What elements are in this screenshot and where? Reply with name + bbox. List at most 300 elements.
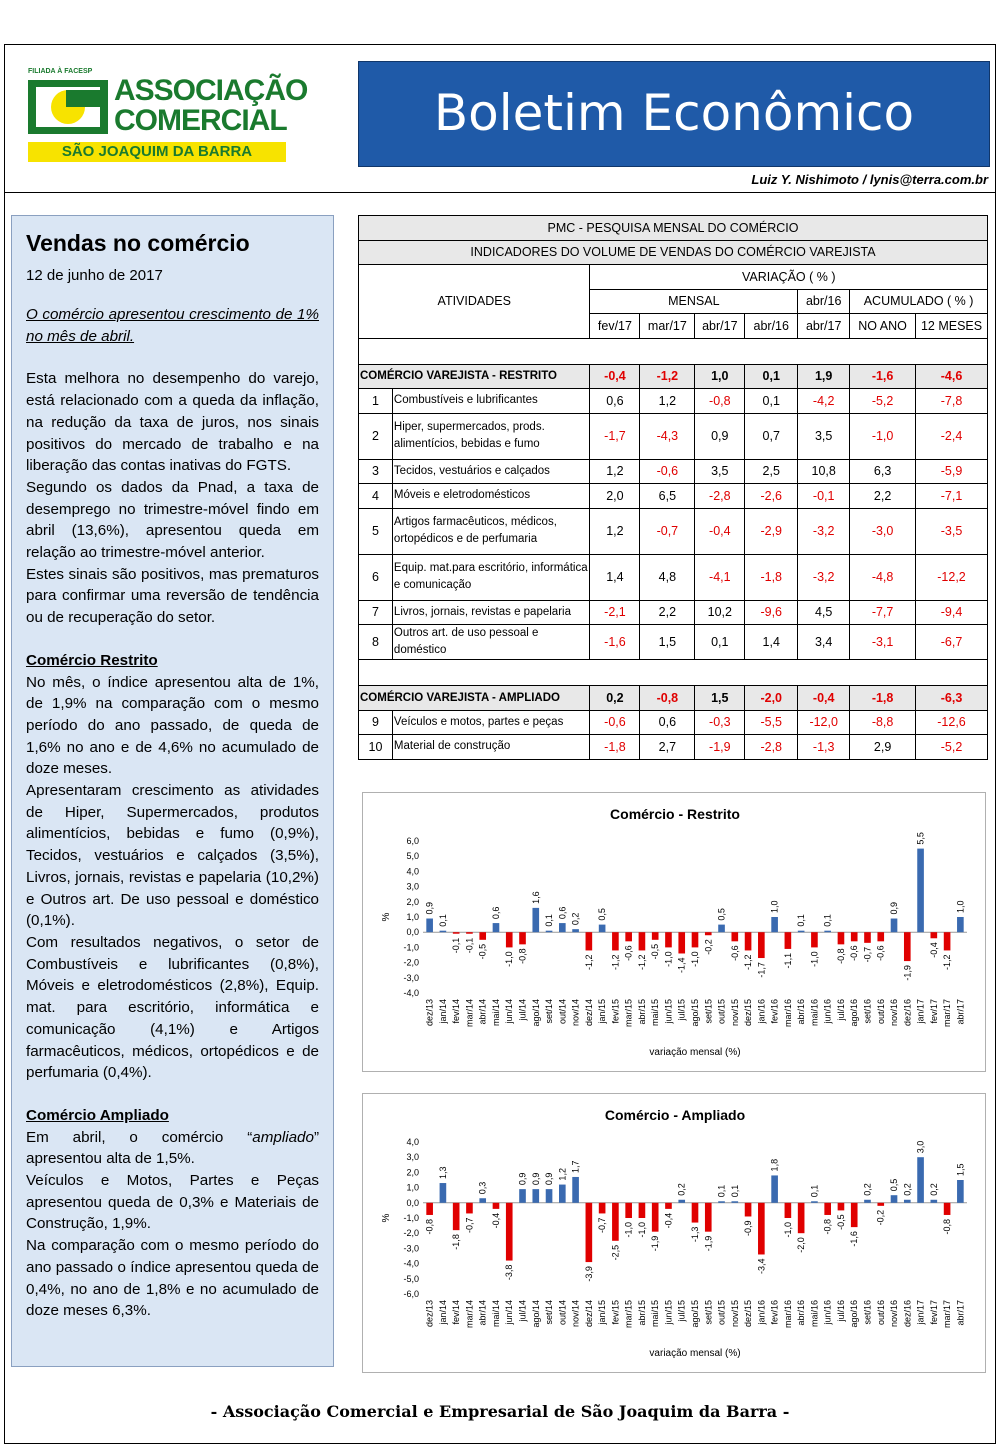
value-cell: -1,8 — [850, 686, 916, 711]
data-label: -3,4 — [756, 1258, 767, 1274]
y-tick-label: 0,0 — [406, 927, 419, 938]
x-tick-label: dez/16 — [902, 1300, 913, 1328]
bar — [745, 932, 752, 950]
bar — [824, 931, 831, 933]
data-label: -0,8 — [942, 1218, 953, 1235]
data-label: -1,6 — [849, 1231, 860, 1247]
value-cell: -0,6 — [590, 710, 640, 735]
bar — [639, 932, 646, 950]
bar — [758, 932, 765, 958]
data-label: -1,9 — [650, 1235, 661, 1252]
data-label: 1,5 — [955, 1163, 966, 1176]
data-label: -2,5 — [610, 1244, 621, 1261]
col-header: abr/17 — [695, 314, 745, 339]
bar — [546, 1189, 553, 1203]
value-cell: -0,3 — [695, 710, 745, 735]
x-tick-label: fev/15 — [610, 1300, 621, 1325]
col-header: abr/17 — [798, 314, 850, 339]
data-label: -0,7 — [464, 1217, 475, 1233]
y-tick-label: 1,0 — [406, 1182, 419, 1193]
bar — [532, 1189, 539, 1203]
data-label: 0,2 — [676, 1183, 687, 1196]
value-cell: -4,8 — [850, 554, 916, 600]
y-tick-label: -2,0 — [403, 1228, 419, 1239]
value-cell: -4,1 — [695, 554, 745, 600]
value-cell: -5,2 — [916, 735, 988, 760]
value-cell: -5,9 — [916, 459, 988, 484]
bar — [639, 1203, 646, 1218]
bar — [453, 1203, 460, 1230]
x-tick-label: fev/16 — [769, 1300, 780, 1325]
y-tick-label: 4,0 — [406, 866, 419, 877]
value-cell: -2,8 — [745, 735, 798, 760]
y-tick-label: 3,0 — [406, 881, 419, 892]
x-tick-label: mai/14 — [490, 999, 501, 1027]
bar — [798, 931, 805, 933]
bar — [692, 1203, 699, 1223]
data-label: 0,5 — [597, 908, 608, 921]
bar — [904, 932, 911, 961]
col-mensal: MENSAL — [590, 289, 798, 314]
value-cell: -1,2 — [640, 364, 695, 389]
row-number: 6 — [359, 554, 393, 600]
data-label: 0,9 — [424, 902, 435, 915]
chart-ampliado-svg — [363, 1094, 987, 1374]
bar — [705, 1203, 712, 1232]
y-axis-label: % — [381, 1213, 392, 1223]
value-cell: 3,5 — [695, 459, 745, 484]
data-label: 0,5 — [889, 1178, 900, 1192]
data-label: 1,6 — [530, 891, 541, 904]
x-tick-label: mar/14 — [464, 1300, 475, 1329]
x-tick-label: abr/15 — [636, 999, 647, 1025]
x-tick-label: mar/16 — [782, 999, 793, 1028]
pmc-table — [358, 215, 988, 760]
x-tick-label: jun/14 — [504, 999, 515, 1024]
bar — [559, 1185, 566, 1203]
value-cell: -1,8 — [590, 735, 640, 760]
value-cell: 1,4 — [745, 625, 798, 660]
x-tick-label: mai/16 — [809, 999, 820, 1027]
table-row — [359, 710, 988, 735]
data-label: -0,1 — [451, 937, 462, 954]
value-cell: -1,6 — [850, 364, 916, 389]
table-row — [359, 735, 988, 760]
row-number: 3 — [359, 459, 393, 484]
bar — [745, 1203, 752, 1217]
x-tick-label: jun/15 — [663, 999, 674, 1024]
value-cell: -0,8 — [640, 686, 695, 711]
data-label: -3,9 — [583, 1266, 594, 1282]
value-cell: -0,4 — [695, 508, 745, 554]
value-cell: 6,5 — [640, 484, 695, 509]
x-tick-label: jan/16 — [756, 999, 767, 1024]
spacer-cell — [359, 660, 988, 686]
value-cell: -0,4 — [798, 686, 850, 711]
bar — [625, 932, 632, 941]
value-cell: -1,3 — [798, 735, 850, 760]
value-cell: 0,2 — [590, 686, 640, 711]
chart-restrito-svg — [363, 793, 987, 1073]
article-paragraph: Veículos e Motos, Partes e Peças apresentou queda de 0,3% e Materiais de Construção, 1,9%. — [26, 1172, 319, 1233]
col-acumulado: ACUMULADO ( % ) — [850, 289, 988, 314]
bar — [957, 917, 964, 932]
text-run: Em abril, o comércio “ — [26, 1128, 253, 1146]
row-label: Equip. mat.para escritório, informática e comunicação — [392, 554, 590, 600]
row-number: 8 — [359, 625, 393, 660]
data-label: -1,9 — [902, 965, 913, 981]
x-tick-label: ago/15 — [690, 1300, 700, 1328]
x-tick-label: fev/17 — [928, 1300, 939, 1325]
x-tick-label: out/16 — [875, 999, 886, 1025]
value-cell: -6,3 — [916, 686, 988, 711]
x-tick-label: out/14 — [557, 999, 568, 1025]
x-tick-label: mar/17 — [942, 999, 953, 1028]
bar — [652, 932, 659, 940]
data-label: -1,0 — [809, 951, 820, 967]
data-label: -0,5 — [477, 943, 488, 960]
data-label: 0,9 — [530, 1172, 541, 1186]
data-label: 0,9 — [544, 1172, 555, 1186]
bar — [864, 932, 871, 943]
bar — [586, 1203, 593, 1262]
value-cell: -4,3 — [640, 413, 695, 459]
bar — [532, 908, 539, 932]
bar — [877, 932, 884, 941]
bar — [957, 1180, 964, 1203]
article-paragraph — [26, 1127, 319, 1170]
x-tick-label: nov/14 — [570, 1300, 581, 1328]
row-label: Livros, jornais, revistas e papelaria — [392, 600, 590, 625]
logo-mark-icon — [26, 78, 110, 136]
value-cell: -3,1 — [850, 625, 916, 660]
x-tick-label: abr/14 — [477, 1300, 488, 1326]
x-tick-label: jan/14 — [437, 1300, 448, 1325]
data-label: -1,0 — [623, 1222, 634, 1238]
x-tick-label: abr/17 — [955, 1300, 966, 1326]
y-tick-label: 1,0 — [406, 912, 419, 922]
value-cell: 2,5 — [745, 459, 798, 484]
row-number: 7 — [359, 600, 393, 625]
value-cell: -1,0 — [850, 413, 916, 459]
data-label: -0,6 — [875, 945, 886, 961]
data-label: 0,1 — [716, 1184, 727, 1198]
logo-line1: ASSOCIAÇÃO — [114, 74, 308, 107]
data-label: -0,7 — [597, 1217, 608, 1233]
value-cell: -0,4 — [590, 364, 640, 389]
data-label: -0,1 — [464, 937, 475, 954]
bar — [771, 1175, 778, 1202]
value-cell: 10,2 — [695, 600, 745, 625]
bar — [466, 932, 473, 934]
x-tick-label: fev/14 — [451, 1300, 462, 1325]
table-subtitle: INDICADORES DO VOLUME DE VENDAS DO COMÉRCIO VAREJISTA — [359, 240, 988, 265]
data-label: 0,3 — [477, 1181, 488, 1195]
bar — [798, 1203, 805, 1233]
bar — [612, 932, 619, 950]
x-tick-label: out/16 — [875, 1300, 886, 1326]
bar — [864, 1200, 871, 1203]
x-tick-label: jan/15 — [597, 1300, 608, 1325]
value-cell: -7,7 — [850, 600, 916, 625]
x-tick-label: mar/14 — [464, 999, 475, 1028]
chart-restrito — [362, 792, 986, 1072]
y-tick-label: -6,0 — [403, 1289, 419, 1299]
y-tick-label: -4,0 — [403, 1258, 419, 1269]
bar — [665, 1203, 672, 1209]
bar — [506, 1203, 513, 1261]
spacer-cell — [359, 338, 988, 364]
data-label: -0,8 — [424, 1218, 435, 1235]
value-cell: -3,5 — [916, 508, 988, 554]
row-label: Combustíveis e lubrificantes — [392, 389, 590, 414]
bar — [440, 931, 447, 933]
bar — [718, 1201, 725, 1203]
x-tick-label: dez/14 — [583, 1300, 594, 1328]
data-label: 0,1 — [544, 914, 555, 927]
x-tick-label: jul/14 — [517, 1300, 528, 1322]
y-axis-label: % — [381, 912, 392, 922]
bar — [692, 932, 699, 947]
x-tick-label: abr/17 — [955, 999, 966, 1025]
data-label: -1,2 — [610, 954, 621, 970]
article-paragraph: Esta melhora no desempenho do varejo, está relacionado com a queda da inflação, na redução da taxa de juros, nos sinais positivos do mercado de trabalho e na liberação das contas inativas do FGTS. — [26, 370, 319, 475]
value-cell: 3,5 — [798, 413, 850, 459]
value-cell: -0,7 — [640, 508, 695, 554]
value-cell: -2,0 — [745, 686, 798, 711]
value-cell: -3,2 — [798, 508, 850, 554]
value-cell: -2,6 — [745, 484, 798, 509]
x-tick-label: jun/16 — [822, 999, 833, 1024]
bar — [891, 919, 898, 933]
value-cell: -4,6 — [916, 364, 988, 389]
y-tick-label: -5,0 — [403, 1273, 419, 1284]
row-label: Hiper, supermercados, prods. alimentícios, bebidas e fumo — [392, 413, 590, 459]
table-row — [359, 413, 988, 459]
logo-city: SÃO JOAQUIM DA BARRA — [28, 142, 286, 162]
data-label: -1,2 — [743, 954, 754, 970]
association-logo — [26, 64, 308, 164]
data-label: 0,6 — [557, 906, 568, 920]
data-label: 0,2 — [928, 1183, 939, 1196]
data-label: 0,1 — [809, 1184, 820, 1198]
data-label: -1,9 — [703, 1235, 714, 1252]
x-tick-label: jul/16 — [835, 999, 846, 1021]
bar — [453, 932, 460, 934]
bar — [811, 1201, 818, 1203]
bar — [851, 1203, 858, 1227]
data-label: 0,2 — [570, 912, 581, 926]
bar — [758, 1203, 765, 1255]
data-label: 1,3 — [437, 1166, 448, 1180]
table-row — [359, 625, 988, 660]
header-divider — [4, 192, 996, 193]
x-tick-label: dez/14 — [583, 999, 594, 1027]
x-tick-label: jul/15 — [676, 1300, 687, 1322]
x-tick-label: jan/17 — [915, 1300, 926, 1325]
bar — [665, 932, 672, 947]
bar — [519, 1189, 526, 1203]
section-heading-restrito: Comércio Restrito — [26, 651, 158, 669]
value-cell: -2,9 — [745, 508, 798, 554]
value-cell: -3,0 — [850, 508, 916, 554]
y-tick-label: -3,0 — [403, 972, 419, 983]
bar — [678, 1200, 685, 1203]
chart-title: Comércio - Restrito — [610, 806, 740, 822]
bar — [811, 932, 818, 947]
data-label: 1,8 — [769, 1158, 780, 1172]
y-tick-label: -3,0 — [403, 1243, 419, 1254]
x-tick-label: jan/15 — [597, 999, 608, 1024]
value-cell: 0,1 — [745, 389, 798, 414]
data-label: -1,3 — [690, 1226, 700, 1243]
bar — [599, 1203, 606, 1214]
x-axis-label: variação mensal (%) — [649, 1047, 741, 1058]
value-cell: 1,0 — [695, 364, 745, 389]
x-tick-label: ago/14 — [530, 1300, 541, 1328]
x-tick-label: dez/16 — [902, 999, 913, 1027]
article-lead: O comércio apresentou crescimento de 1% no mês de abril. — [26, 306, 319, 345]
x-tick-label: mai/16 — [809, 1300, 820, 1328]
bar — [931, 1200, 938, 1203]
data-label: 0,1 — [822, 914, 833, 927]
logo-line2: COMERCIAL — [114, 104, 287, 137]
col-variacao: VARIAÇÃO ( % ) — [590, 265, 988, 290]
y-tick-label: 4,0 — [406, 1137, 419, 1147]
table-row-total — [359, 364, 988, 389]
value-cell: 1,2 — [590, 459, 640, 484]
data-label: 0,5 — [716, 908, 727, 921]
text-run: ” apresentou alta de 1,5%. — [26, 1128, 319, 1168]
author-line: Luiz Y. Nishimoto / lynis@terra.com.br — [751, 172, 988, 187]
bar — [652, 1203, 659, 1232]
x-tick-label: ago/16 — [849, 999, 860, 1027]
x-tick-label: nov/16 — [889, 1300, 900, 1328]
row-label: Veículos e motos, partes e peças — [392, 710, 590, 735]
x-tick-label: out/15 — [716, 1300, 727, 1326]
value-cell: -1,6 — [590, 625, 640, 660]
value-cell: 4,5 — [798, 600, 850, 625]
data-label: 0,6 — [490, 906, 501, 920]
value-cell: -1,8 — [745, 554, 798, 600]
data-label: -1,2 — [942, 954, 953, 970]
article-paragraph: Na comparação com o mesmo período do ano passado o índice apresentou queda de 0,4%, no ano de 1,8% e no acumulado de doze meses 6,3%. — [26, 1237, 319, 1320]
chart-title: Comércio - Ampliado — [604, 1107, 746, 1123]
value-cell: 4,8 — [640, 554, 695, 600]
value-cell: 1,4 — [590, 554, 640, 600]
data-label: -1,0 — [663, 951, 674, 967]
bar — [731, 932, 738, 941]
data-label: 1,2 — [557, 1168, 568, 1181]
x-axis-label: variação mensal (%) — [649, 1348, 741, 1359]
data-label: 3,0 — [915, 1140, 926, 1154]
x-tick-label: mai/15 — [650, 999, 661, 1027]
data-label: -0,5 — [650, 943, 661, 960]
value-cell: -0,1 — [798, 484, 850, 509]
col-header: mar/17 — [640, 314, 695, 339]
data-label: -0,2 — [703, 939, 714, 955]
x-tick-label: jul/16 — [835, 1300, 846, 1322]
x-tick-label: dez/15 — [743, 1300, 754, 1328]
x-tick-label: fev/16 — [769, 999, 780, 1024]
x-tick-label: dez/13 — [424, 1300, 435, 1328]
bar — [917, 1157, 924, 1203]
value-cell: 6,3 — [850, 459, 916, 484]
col-abr16: abr/16 — [798, 289, 850, 314]
bar — [824, 1203, 831, 1215]
value-cell: 1,2 — [590, 508, 640, 554]
data-label: 0,2 — [902, 1183, 913, 1196]
col-atividades: ATIVIDADES — [359, 265, 590, 339]
value-cell: -5,5 — [745, 710, 798, 735]
row-label: COMÉRCIO VAREJISTA - RESTRITO — [359, 364, 590, 389]
bar — [572, 929, 579, 932]
value-cell: -12,2 — [916, 554, 988, 600]
x-tick-label: jul/14 — [517, 999, 528, 1021]
bar — [466, 1203, 473, 1214]
chart-ampliado — [362, 1093, 986, 1373]
value-cell: 1,5 — [695, 686, 745, 711]
row-label: Móveis e eletrodomésticos — [392, 484, 590, 509]
article-date: 12 de junho de 2017 — [26, 267, 163, 284]
value-cell: -2,8 — [695, 484, 745, 509]
text-run-italic: ampliado — [252, 1128, 314, 1146]
table-row — [359, 508, 988, 554]
data-label: -0,6 — [849, 945, 860, 961]
x-tick-label: mar/16 — [782, 1300, 793, 1329]
x-tick-label: abr/16 — [796, 999, 807, 1025]
value-cell: 0,9 — [695, 413, 745, 459]
data-label: 0,1 — [437, 914, 448, 927]
bar — [904, 1200, 911, 1203]
data-label: -0,8 — [822, 1218, 833, 1235]
x-tick-label: dez/13 — [424, 999, 435, 1027]
bar — [426, 1203, 433, 1215]
data-label: 1,0 — [769, 900, 780, 913]
value-cell: 0,7 — [745, 413, 798, 459]
y-tick-label: -1,0 — [403, 942, 419, 953]
bar — [519, 932, 526, 944]
article-paragraph: Apresentaram crescimento as atividades de Hiper, Supermercados, produtos alimentícios, bebidas e fumo (0,9%), Tecidos, vestuários e calçados (3,5%), Livros, jornais, revistas e papelaria (10,2%) e Outros art. De uso pessoal e doméstico (0,1%). — [26, 782, 319, 930]
value-cell: 3,4 — [798, 625, 850, 660]
page-title: Boletim Econômico — [433, 84, 915, 142]
row-label: Artigos farmacêuticos, médicos, ortopédicos e de perfumaria — [392, 508, 590, 554]
x-tick-label: abr/16 — [796, 1300, 807, 1326]
table-row — [359, 554, 988, 600]
col-header: abr/16 — [745, 314, 798, 339]
value-cell: -12,0 — [798, 710, 850, 735]
table-row — [359, 484, 988, 509]
data-label: -1,0 — [504, 951, 515, 967]
bar — [625, 1203, 632, 1218]
data-label: -0,6 — [729, 945, 740, 961]
data-label: -1,2 — [583, 954, 594, 970]
value-cell: -9,4 — [916, 600, 988, 625]
bar — [479, 932, 486, 940]
x-tick-label: ago/16 — [849, 1300, 860, 1328]
data-label: -1,4 — [676, 957, 687, 973]
value-cell: 1,9 — [798, 364, 850, 389]
value-cell: -5,2 — [850, 389, 916, 414]
x-tick-label: jun/16 — [822, 1300, 833, 1325]
article-paragraph: Com resultados negativos, o setor de Combustíveis e lubrificantes (0,8%), Móveis e eletrodomésticos (2,8%), Equip. mat. para escritório, informática e comunicação (4,1%) e Artigos farmacêuticos, médicos, ortopédicos e de perfumaria (0,4%). — [26, 933, 319, 1082]
bar — [851, 932, 858, 941]
row-label: Tecidos, vestuários e calçados — [392, 459, 590, 484]
row-label: Material de construção — [392, 735, 590, 760]
row-number: 4 — [359, 484, 393, 509]
value-cell: -2,4 — [916, 413, 988, 459]
value-cell: 0,1 — [695, 625, 745, 660]
